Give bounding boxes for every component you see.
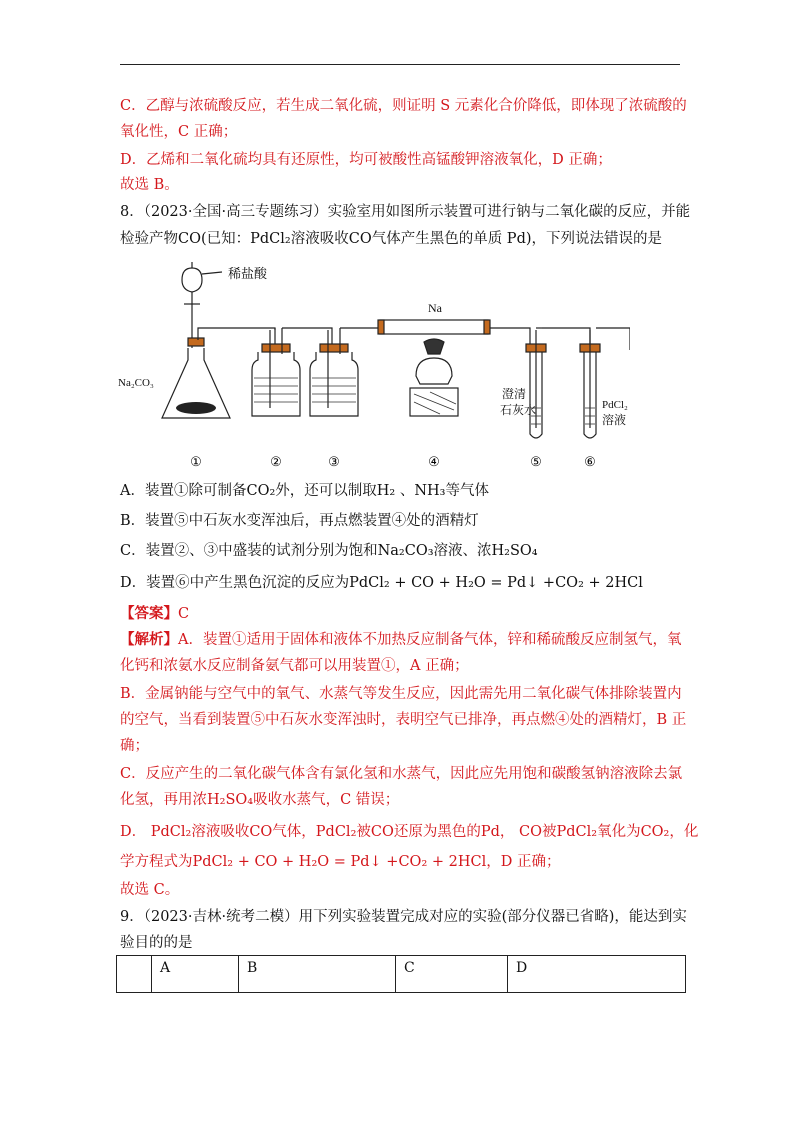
answer-tag: 【答案】 [120, 605, 178, 622]
analysis-line-8: D． PdCl₂溶液吸收CO气体，PdCl₂被CO还原为黑色的Pd， CO被PdCl₂氧化为CO₂，化 [120, 824, 699, 840]
analysis-line-1 [120, 630, 681, 650]
apparatus-num-5: ⑤ [530, 454, 542, 469]
apparatus-num-1: ① [190, 454, 202, 469]
apparatus-num-2: ② [270, 454, 282, 469]
analysis-line-4: 的空气，当看到装置⑤中石灰水变浑浊时，表明空气已排净，再点燃④处的酒精灯，B 正 [120, 712, 687, 728]
analysis-line-3: B．金属钠能与空气中的氧气、水蒸气等发生反应，因此需先用二氧化碳气体排除装置内 [120, 686, 682, 702]
analysis-line-7: 化氢，再用浓H₂SO₄吸收水蒸气，C 错误； [120, 792, 400, 808]
q8-stem-line1: 8．（2023·全国·高三专题练习）实验室用如图所示装置可进行钠与二氧化碳的反应，并能 [120, 204, 691, 220]
analysis-line-6: C．反应产生的二氧化碳气体含有氯化氢和水蒸气，因此应先用饱和碳酸氢钠溶液除去氯 [120, 766, 683, 782]
prev-option-c-line2: 氧化性，C 正确； [120, 124, 238, 140]
na-label: Na [428, 301, 442, 315]
q9-stem-line2: 验目的的是 [120, 935, 193, 951]
table-cell-blank [117, 956, 152, 993]
q8-option-d: D．装置⑥中产生黑色沉淀的反应为PdCl₂ + CO + H₂O = Pd↓ +CO₂ + 2HCl [120, 575, 643, 591]
table-header-a: A [152, 956, 239, 993]
pdcl2-label-1: PdCl₂ [602, 399, 628, 411]
q9-table [116, 955, 686, 993]
analysis-line-9: 学方程式为PdCl₂ + CO + H₂O = Pd↓ +CO₂ + 2HCl，D 正确； [120, 854, 561, 870]
prev-conclusion: 故选 B。 [120, 177, 179, 193]
table-header-d: D [508, 956, 686, 993]
limewater-label-2: 石灰水 [500, 403, 537, 417]
table-row [117, 956, 686, 993]
analysis-tag: 【解析】 [120, 631, 178, 648]
answer-value: C [178, 606, 190, 622]
prev-option-d: D．乙烯和二氧化硫均具有还原性，均可被酸性高锰酸钾溶液氧化，D 正确； [120, 152, 612, 168]
apparatus-num-3: ③ [328, 454, 340, 469]
analysis-line-5: 确； [120, 738, 149, 754]
q8-option-a: A．装置①除可制备CO₂外，还可以制取H₂ 、NH₃等气体 [120, 483, 489, 499]
table-header-c: C [396, 956, 508, 993]
q8-answer [120, 604, 189, 624]
q8-option-c: C．装置②、③中盛装的试剂分别为饱和Na₂CO₃溶液、浓H₂SO₄ [120, 543, 538, 559]
analysis-text-1: A．装置①适用于固体和液体不加热反应制备气体，锌和稀硫酸反应制氢气，氧 [178, 632, 682, 648]
acid-label: 稀盐酸 [228, 266, 268, 281]
q8-option-b: B．装置⑤中石灰水变浑浊后，再点燃装置④处的酒精灯 [120, 513, 479, 529]
prev-option-c-line1: C．乙醇与浓硫酸反应，若生成二氧化硫，则证明 S 元素化合价降低，即体现了浓硫酸的 [120, 98, 687, 114]
q9-stem-line1: 9．（2023·吉林·统考二模）用下列实验装置完成对应的实验(部分仪器已省略)，能达到实 [120, 909, 687, 925]
limewater-label-1: 澄清 [502, 387, 527, 401]
pdcl2-label-2: 溶液 [602, 413, 627, 427]
apparatus-figure [110, 258, 630, 473]
analysis-line-10: 故选 C。 [120, 882, 180, 898]
apparatus-num-4: ④ [428, 454, 440, 469]
apparatus-num-6: ⑥ [584, 454, 596, 469]
header-rule [120, 64, 680, 65]
na2co3-label: Na₂CO₃ [118, 377, 154, 389]
analysis-line-2: 化钙和浓氨水反应制备氨气都可以用装置①，A 正确； [120, 658, 469, 674]
table-header-b: B [239, 956, 396, 993]
q8-stem-line2: 检验产物CO(已知：PdCl₂溶液吸收CO气体产生黑色的单质 Pd)，下列说法错误的是 [120, 231, 663, 247]
